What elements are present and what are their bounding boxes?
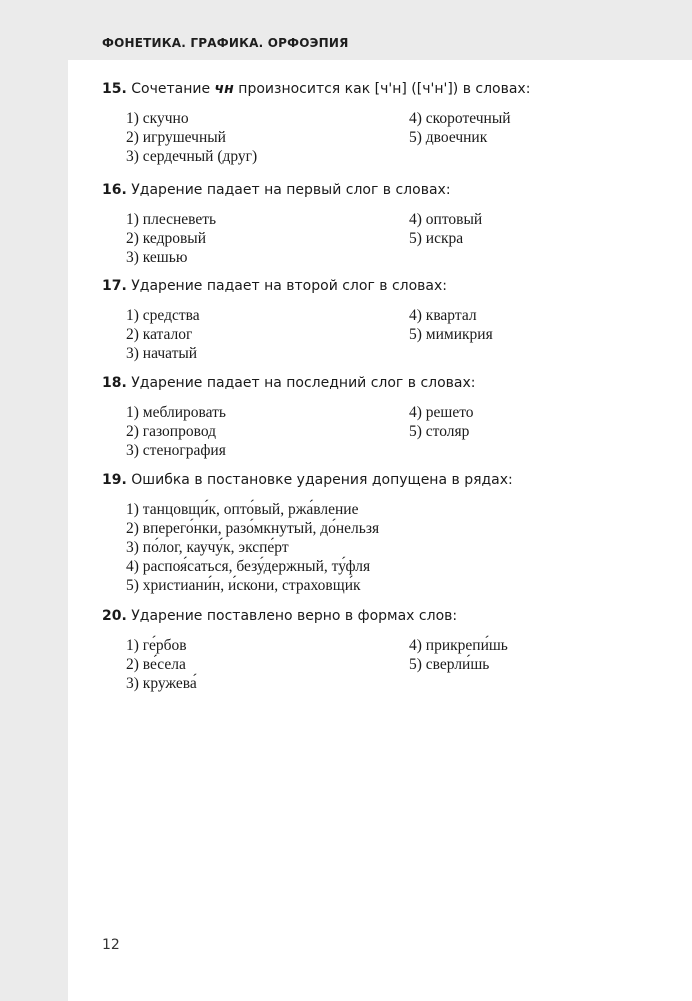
question-emphasis: чн (214, 81, 234, 97)
option-5: 5) столяр (409, 423, 470, 440)
option-3: 3) кешью (126, 249, 188, 266)
option-2: 2) ве́села (126, 656, 186, 673)
option-5: 5) двоечник (409, 129, 488, 146)
option-1: 1) скучно (126, 110, 189, 127)
task-question (102, 80, 662, 98)
option-1: 1) плесневеть (126, 211, 217, 228)
option-4: 4) распоя́саться, безу́держный, ту́фля (126, 558, 371, 575)
option-1: 1) меблировать (126, 404, 226, 421)
task-question (102, 374, 662, 392)
options (102, 403, 662, 463)
question-text: Ударение падает на второй слог в словах: (131, 278, 447, 294)
option-4: 4) скоротечный (409, 110, 511, 127)
question-text: Ошибка в постановке ударения допущена в рядах: (131, 472, 513, 488)
task-number: 16. (102, 182, 127, 198)
question-text: Ударение поставлено верно в формах слов: (131, 608, 458, 624)
option-5: 5) искра (409, 230, 464, 247)
task-19 (102, 471, 662, 596)
option-2: 2) каталог (126, 326, 193, 343)
option-3: 3) начатый (126, 345, 198, 362)
option-4: 4) квартал (409, 307, 477, 324)
option-5: 5) сверли́шь (409, 656, 490, 673)
task-question (102, 277, 662, 295)
option-4: 4) решето (409, 404, 474, 421)
task-number: 15. (102, 81, 127, 97)
running-head: ФОНЕТИКА. ГРАФИКА. ОРФОЭПИЯ (102, 36, 349, 50)
option-5: 5) мимикрия (409, 326, 493, 343)
question-text: Ударение падает на последний слог в словах: (131, 375, 476, 391)
option-4: 4) прикрепи́шь (409, 637, 508, 654)
option-2: 2) игрушечный (126, 129, 226, 146)
task-question (102, 471, 662, 489)
task-15 (102, 80, 662, 169)
option-3: 3) сердечный (друг) (126, 148, 258, 165)
option-2: 2) вперего́нки, разо́мкнутый, до́нельзя (126, 520, 380, 537)
options (102, 109, 662, 169)
option-2: 2) газопровод (126, 423, 217, 440)
task-question (102, 607, 662, 625)
option-2: 2) кедровый (126, 230, 207, 247)
task-20 (102, 607, 662, 696)
task-number: 17. (102, 278, 127, 294)
task-number: 20. (102, 608, 127, 624)
options (102, 210, 662, 270)
option-5: 5) христиани́н, и́скони, страховщи́к (126, 577, 361, 594)
option-4: 4) оптовый (409, 211, 483, 228)
question-text-after: произносится как [ч'н] ([ч'н']) в словах: (233, 81, 531, 97)
option-1: 1) танцовщи́к, опто́вый, ржа́вление (126, 501, 359, 518)
options (102, 306, 662, 366)
task-number: 18. (102, 375, 127, 391)
task-number: 19. (102, 472, 127, 488)
task-17 (102, 277, 662, 366)
options (102, 500, 662, 596)
task-question (102, 181, 662, 199)
option-3: 3) кружева́ (126, 675, 197, 692)
page-number: 12 (102, 937, 120, 953)
option-1: 1) ге́рбов (126, 637, 187, 654)
options (102, 636, 662, 696)
task-16 (102, 181, 662, 270)
option-1: 1) средства (126, 307, 200, 324)
question-text-before: Сочетание (131, 81, 215, 97)
task-18 (102, 374, 662, 463)
option-3: 3) стенография (126, 442, 226, 459)
option-3: 3) по́лог, каучу́к, экспе́рт (126, 539, 289, 556)
question-text: Ударение падает на первый слог в словах: (131, 182, 451, 198)
